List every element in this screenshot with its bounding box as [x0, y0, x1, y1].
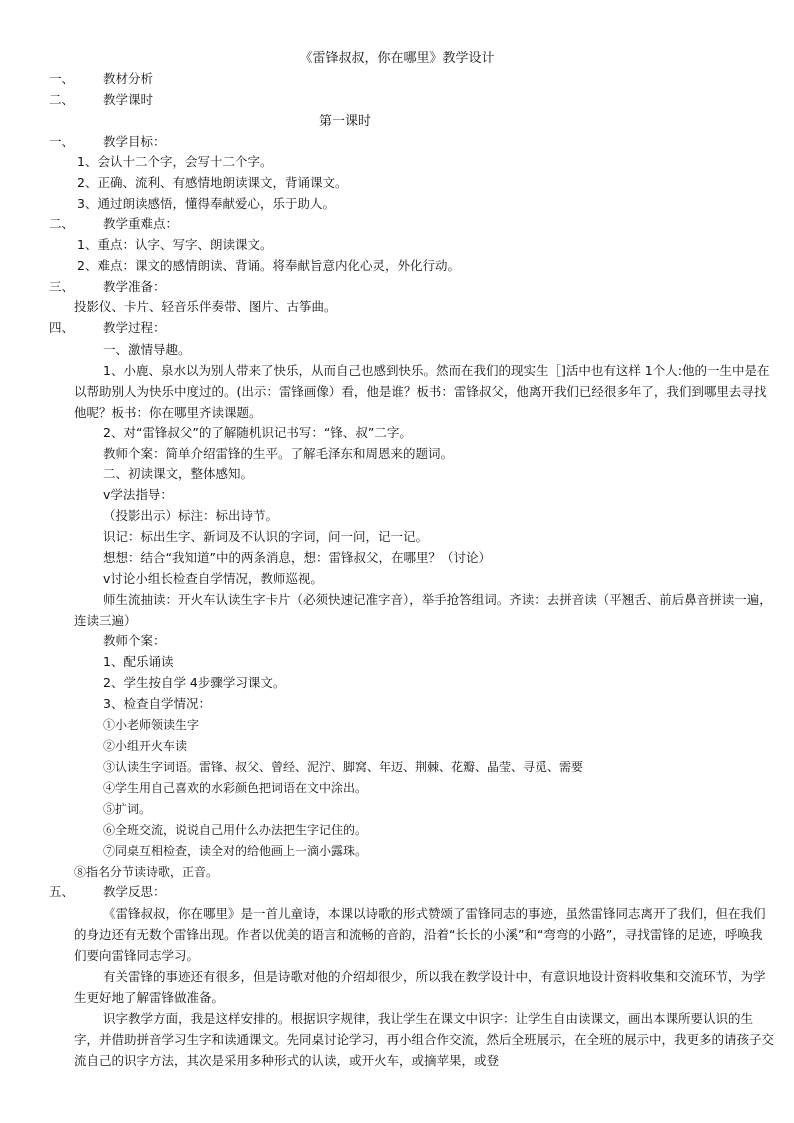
paragraph: 投影仪、卡片、轻音乐伴奏带、图片、古筝曲。	[74, 299, 337, 314]
section-heading: 教学准备：	[103, 279, 166, 294]
section-heading: 教学反思：	[103, 884, 166, 899]
section-number: 一、	[49, 134, 75, 149]
doc-title: 《雷锋叔叔，你在哪里》教学设计	[299, 51, 495, 66]
list-item: 2、正确、流利、有感情地朗读课文，背诵课文。	[77, 175, 348, 190]
section-number: 四、	[49, 320, 75, 335]
paragraph: 想想：结合“我知道”中的两条消息，想：雷锋叔父，在哪里？（讨论）	[103, 550, 491, 565]
list-item: ⑦同桌互相检查，读全对的给他画上一滴小露珠。	[103, 844, 368, 858]
paragraph: 教师个案：简单介绍雷锋的生平。了解毛泽东和周恩来的题词。	[103, 446, 454, 461]
step-heading: 一、激情导趣。	[103, 342, 191, 357]
list-item: 1、会认十二个字，会写十二个字。	[77, 154, 273, 169]
paragraph: 识记：标出生字、新词及不认识的字词，问一问，记一记。	[103, 529, 429, 544]
paragraph: v讨论小组长检查自学情况，教师巡视。	[103, 571, 323, 586]
paragraph: v学法指导：	[103, 487, 173, 502]
list-item: ①小老师领读生字	[103, 718, 200, 732]
section-number: 二、	[49, 216, 75, 231]
list-item: ⑧指名分节读诗歌，正音。	[74, 865, 219, 879]
section-heading: 教学课时	[103, 92, 154, 107]
paragraph: 1、小鹿、泉水以为别人带来了快乐，从而自己也感到快乐。然而在我们的现实生［]活中也有这样 1个人:他的一生中是在以帮助别人为快乐中度过的。(出示：雷锋画像）看，他是谁？板书：雷锋叔父，他离开我们已经很多年了，我们到哪里去寻找他呢？板书：你在哪里齐读课题。	[74, 363, 770, 420]
list-item: ④学生用自己喜欢的水彩颜色把词语在文中涂出。	[103, 781, 368, 795]
list-item: 1、配乐诵读	[103, 654, 174, 669]
list-item: ⑥全班交流，说说自己用什么办法把生字记住的。	[103, 823, 368, 837]
section-number: 二、	[49, 92, 75, 107]
section-heading: 教学目标：	[103, 134, 166, 149]
list-item: ⑤扩词。	[103, 802, 152, 816]
list-item: 2、难点：课文的感情朗读、背诵。将奉献旨意内化心灵，外化行动。	[77, 258, 460, 273]
paragraph: 2、对“雷锋叔父”的了解随机识记书写：“锋、叔”二字。	[103, 425, 412, 440]
list-item: ②小组开火车读	[103, 739, 188, 753]
step-heading: 二、初读课文，整体感知。	[103, 466, 254, 481]
paragraph: 识字教学方面，我是这样安排的。根据识字规律，我让学生在课文中识字：让学生自由读课文，画出本课所要认识的生字，并借助拼音学习生字和读通课文。先同桌讨论学习，再小组合作交流，然后全班展示，在全班的展示中，我更多的请孩子交流自己的识字方法，其次是采用多种形式的认读，或开火车，或摘苹果，或登	[74, 1011, 775, 1068]
lesson-heading: 第一课时	[318, 114, 371, 129]
section-heading: 教学过程：	[103, 320, 166, 335]
list-item: 2、学生按自学 4步骤学习课文。	[103, 675, 286, 690]
section-number: 三、	[49, 279, 75, 294]
section-number: 一、	[49, 71, 75, 86]
list-item: ③认读生字词语。雷锋、叔父、曾经、泥泞、脚窝、年迈、荆棘、花瓣、晶莹、寻觅、需要	[103, 760, 584, 774]
list-item: 3、通过朗读感悟，懂得奉献爱心，乐于助人。	[77, 196, 335, 211]
section-heading: 教材分析	[103, 71, 154, 86]
paragraph: 《雷锋叔叔，你在哪里》是一首儿童诗，本课以诗歌的形式赞颂了雷锋同志的事迹，虽然雷锋同志离开了我们，但在我们的身边还有无数个雷锋出现。作者以优美的语言和流畅的音韵，沿着“长长的小溪”和“弯弯的小路”，寻找雷锋的足迹，呼唤我们要向雷锋同志学习。	[74, 906, 766, 963]
paragraph: （投影出示）标注：标出诗节。	[103, 508, 279, 523]
list-item: 3、检查自学情况：	[103, 696, 211, 711]
list-item: 1、重点：认字、写字、朗读课文。	[77, 237, 273, 252]
paragraph: 教师个案：	[103, 633, 166, 648]
paragraph: 师生流抽读：开火车认读生字卡片（必须快速记准字音），举手抢答组词。齐读：去拼音读（平翘舌、前后鼻音拼读一遍，连读三遍）	[74, 592, 772, 628]
section-heading: 教学重难点：	[103, 216, 179, 231]
paragraph: 有关雷锋的事迹还有很多，但是诗歌对他的介绍却很少，所以我在教学设计中，有意识地设计资料收集和交流环节，为学生更好地了解雷锋做准备。	[74, 969, 766, 1005]
section-number: 五、	[49, 884, 75, 899]
